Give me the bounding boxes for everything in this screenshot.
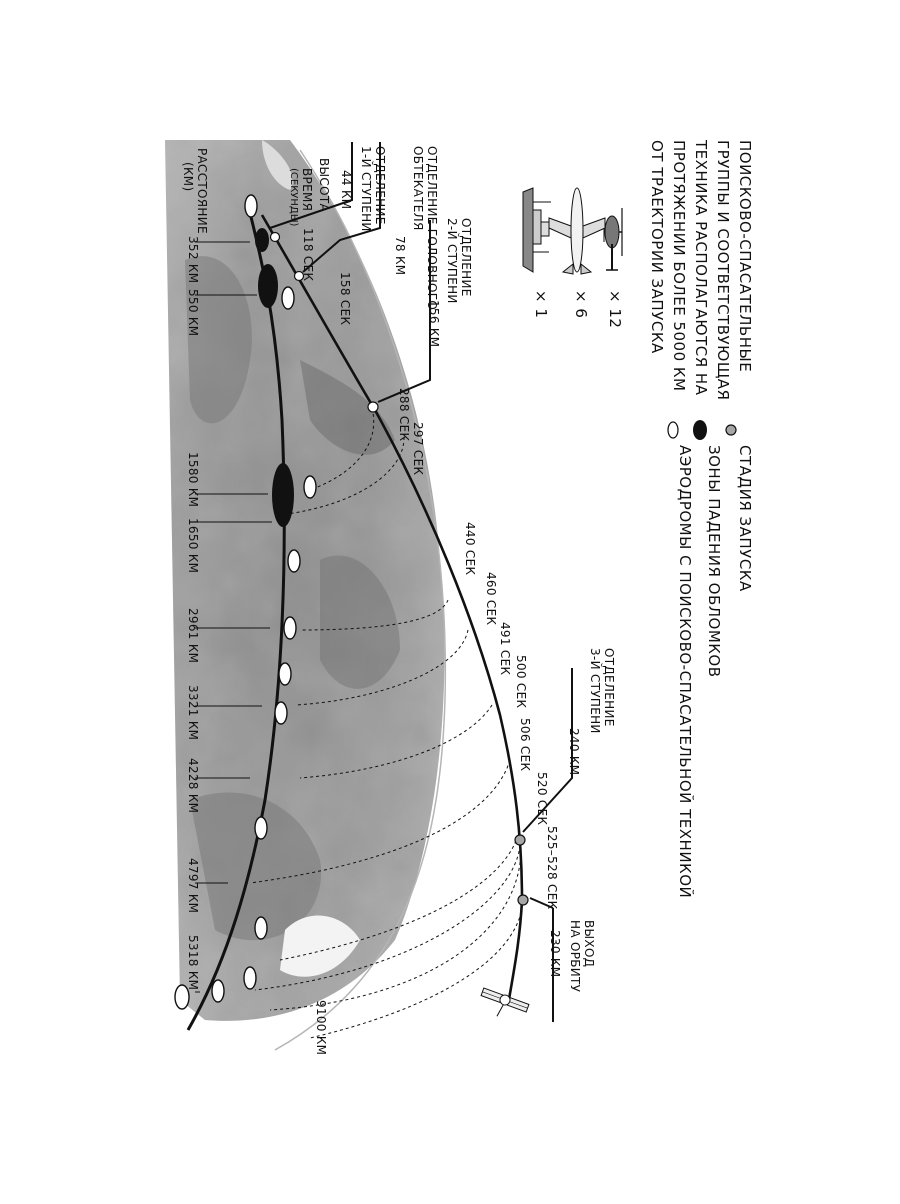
legend-label: ЗОНЫ ПАДЕНИЯ ОБЛОМКОВ	[705, 445, 723, 678]
distance-label: 3321 КМ	[186, 685, 200, 741]
svg-text:240 КМ: 240 КМ	[567, 728, 581, 776]
airfield	[288, 550, 300, 572]
airfield	[275, 702, 287, 724]
svg-text:118 СЕК: 118 СЕК	[301, 228, 315, 282]
header-line: ГРУППЫ И СООТВЕТСТВУЮЩАЯ	[714, 140, 732, 401]
ship-icon	[523, 188, 551, 272]
svg-text:230 КМ: 230 КМ	[548, 930, 562, 978]
stage1-time	[301, 228, 315, 281]
header-text	[648, 139, 754, 400]
airplane-icon	[549, 188, 605, 274]
svg-text:ОТДЕЛЕНИЕ: ОТДЕЛЕНИЕ	[459, 218, 473, 297]
header-line: ПОИСКОВО-СПАСАТЕЛЬНЫЕ	[736, 140, 754, 373]
distance-label: 1650 КМ	[186, 518, 200, 574]
svg-text:(КМ): (КМ)	[181, 162, 195, 192]
distance-label: 352 КМ	[186, 236, 200, 284]
distance-label: 1580 КМ	[186, 452, 200, 508]
equipment-count: × 6	[572, 290, 590, 319]
svg-text:158 СЕК: 158 СЕК	[338, 272, 352, 326]
fairing-altitude	[393, 236, 407, 275]
legend-label: АЭРОДРОМЫ С ПОИСКОВО-СПАСАТЕЛЬНОЙ ТЕХНИКОЙ	[676, 445, 694, 899]
svg-text:(СЕКУНДЫ): (СЕКУНДЫ)	[288, 168, 299, 227]
launch-stage-marker	[271, 233, 280, 242]
time-label: 460 СЕК	[484, 572, 498, 626]
airfield	[244, 967, 256, 989]
svg-text:ОТДЕЛЕНИЕ ГОЛОВНОГО: ОТДЕЛЕНИЕ ГОЛОВНОГО	[425, 146, 439, 311]
svg-text:РАССТОЯНИЕ: РАССТОЯНИЕ	[195, 148, 209, 234]
time-label: 440 СЕК	[463, 522, 477, 576]
equipment-count: × 12	[606, 290, 624, 329]
stage2-altitude	[427, 300, 441, 347]
distance-label: 550 КМ	[186, 289, 200, 337]
equipment-list	[523, 188, 624, 328]
helicopter-icon	[604, 208, 622, 270]
stage2-time	[397, 388, 411, 441]
airfield	[282, 287, 294, 309]
svg-text:288 СЕК: 288 СЕК	[397, 388, 411, 442]
stage2-label	[445, 218, 473, 304]
svg-text:3-Й СТУПЕНИ: 3-Й СТУПЕНИ	[588, 648, 602, 734]
airfield	[255, 817, 267, 839]
stage1-altitude	[339, 170, 353, 209]
debris-zone-icon	[693, 420, 707, 440]
debris-zone	[255, 228, 269, 252]
airfield	[304, 476, 316, 498]
fairing-label	[411, 146, 439, 310]
orbit-altitude	[548, 930, 562, 977]
svg-text:156 КМ: 156 КМ	[427, 300, 441, 348]
airfield-icon	[668, 422, 678, 438]
svg-text:1-Й СТУПЕНИ: 1-Й СТУПЕНИ	[359, 146, 373, 232]
svg-text:ВЫХОД: ВЫХОД	[582, 920, 596, 968]
svg-text:2-Й СТУПЕНИ: 2-Й СТУПЕНИ	[445, 218, 459, 304]
airfield	[212, 980, 224, 1002]
distance-label: 4797 КМ	[186, 858, 200, 914]
time-label: 500 СЕК	[514, 655, 528, 709]
svg-text:ОТДЕЛЕНИЕ: ОТДЕЛЕНИЕ	[602, 648, 616, 727]
debris-zone	[272, 463, 294, 527]
distance-label: 2961 КМ	[186, 608, 200, 664]
airfield	[284, 617, 296, 639]
svg-text:НА ОРБИТУ: НА ОРБИТУ	[568, 920, 582, 993]
svg-text:44 КМ: 44 КМ	[339, 170, 353, 210]
distance-label: 9100 КМ	[314, 1000, 328, 1056]
distance-label: 5318 КМ	[186, 935, 200, 991]
distance-label: 4228 КМ	[186, 758, 200, 814]
header-line: ПРОТЯЖЕНИИ БОЛЕЕ 5000 КМ	[670, 140, 688, 392]
launch-stage-icon	[726, 425, 736, 435]
satellite-icon	[476, 987, 529, 1025]
svg-text:ВЫСОТА: ВЫСОТА	[317, 158, 331, 212]
header-line: ОТ ТРАЕКТОРИИ ЗАПУСКА	[648, 140, 666, 354]
launch-stage-marker	[368, 402, 378, 412]
equipment-count: × 1	[532, 290, 550, 319]
debris-zone	[258, 264, 278, 308]
orbit-label	[568, 920, 596, 993]
svg-text:ОБТЕКАТЕЛЯ: ОБТЕКАТЕЛЯ	[411, 146, 425, 231]
altitude-axis-label	[317, 158, 331, 212]
airfield	[255, 917, 267, 939]
stage3-label	[588, 648, 616, 734]
stage3-time	[545, 826, 559, 910]
time-label: 506 СЕК	[518, 718, 532, 772]
airfield	[279, 663, 291, 685]
stage3-altitude	[567, 728, 581, 775]
stage1-label	[359, 146, 387, 232]
airfield	[245, 195, 257, 217]
legend	[668, 420, 754, 898]
fairing-time	[338, 272, 352, 325]
time-label: 520 СЕК	[535, 772, 549, 826]
launch-stage-marker	[515, 835, 525, 845]
svg-text:ОТДЕЛЕНИЕ: ОТДЕЛЕНИЕ	[373, 146, 387, 225]
svg-text:78 КМ: 78 КМ	[393, 236, 407, 276]
header-line: ТЕХНИКА РАСПОЛАГАЮТСЯ НА	[692, 140, 710, 396]
time-label: 491 СЕК	[498, 622, 512, 676]
svg-text:ВРЕМЯ: ВРЕМЯ	[300, 168, 314, 212]
legend-label: СТАДИЯ ЗАПУСКА	[736, 445, 754, 592]
time-label: 297 СЕК	[411, 422, 425, 476]
launch-stage-marker	[518, 895, 528, 905]
svg-text:525–528 СЕК: 525–528 СЕК	[545, 826, 559, 910]
